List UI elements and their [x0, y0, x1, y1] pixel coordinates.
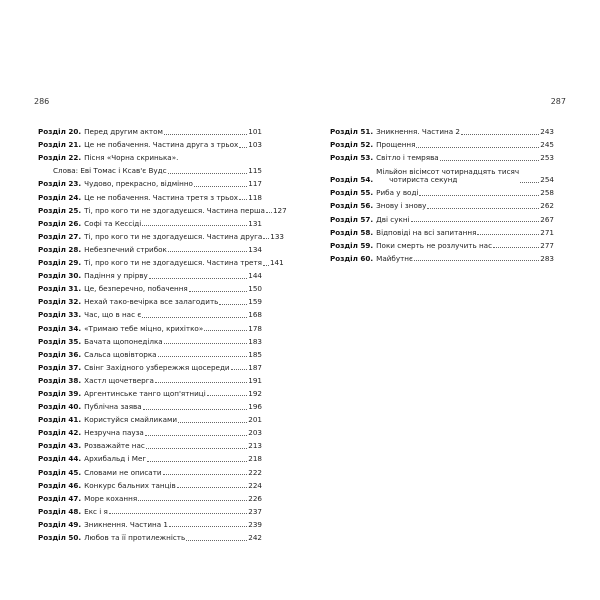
toc-entry — [38, 267, 262, 280]
chapter-number: Розділ 41. — [38, 415, 82, 425]
page-ref: 271 — [540, 227, 554, 237]
page-ref: 103 — [248, 140, 262, 150]
toc-entry — [330, 197, 554, 210]
chapter-title: Нехай тако-вечірка все залагодить — [84, 297, 219, 307]
page-ref: 118 — [248, 192, 262, 202]
chapter-number: Розділ 39. — [38, 388, 82, 398]
dot-leader — [146, 448, 247, 449]
page-ref: 245 — [540, 140, 554, 150]
chapter-title: Це не побачення. Частина друга з трьох — [84, 140, 239, 150]
chapter-title: Зникнення. Частина 1 — [84, 519, 168, 529]
page-ref: 192 — [248, 388, 262, 398]
chapter-title — [376, 168, 519, 184]
chapter-title: Час, що в нас є — [84, 310, 142, 320]
page-ref: 222 — [248, 467, 262, 477]
dot-leader — [263, 238, 269, 239]
table-of-contents — [38, 123, 287, 542]
dot-leader — [177, 487, 248, 488]
page-ref: 141 — [269, 258, 284, 268]
page-ref: 159 — [248, 297, 262, 307]
page-ref: 185 — [248, 349, 262, 359]
chapter-number: Розділ 55. — [330, 188, 374, 198]
chapter-number: Розділ 20. — [38, 127, 82, 137]
page-ref: 144 — [248, 271, 262, 281]
chapter-number: Розділ 43. — [38, 441, 82, 451]
dot-leader — [427, 208, 539, 209]
dot-leader — [416, 147, 539, 148]
toc-entry — [38, 228, 284, 241]
toc-entry — [38, 254, 284, 268]
dot-leader — [186, 540, 247, 541]
toc-entry — [38, 437, 262, 450]
dot-leader — [411, 221, 540, 222]
chapter-title: Ті, про кого ти не здогадуєшся. Частина третя — [84, 258, 262, 268]
dot-leader — [147, 461, 247, 462]
chapter-number: Розділ 23. — [38, 179, 82, 189]
dot-leader — [239, 147, 247, 148]
toc-entry — [330, 123, 554, 136]
chapter-title: Екс і я — [84, 506, 108, 516]
page-ref: 283 — [540, 253, 554, 263]
chapter-title: Аргентинське танго щоп'ятниці — [84, 388, 206, 398]
toc-entry — [38, 385, 262, 398]
page-ref: 237 — [248, 506, 262, 516]
toc-entry — [330, 149, 554, 162]
page-ref: 191 — [248, 375, 262, 385]
dot-leader — [145, 435, 247, 436]
toc-entry — [38, 149, 262, 162]
dot-leader — [155, 382, 247, 383]
page-ref: 267 — [540, 214, 554, 224]
chapter-number: Розділ 40. — [38, 402, 82, 412]
page-ref: 226 — [248, 493, 262, 503]
chapter-title: Прощення — [376, 140, 416, 150]
chapter-number: Розділ 21. — [38, 140, 82, 150]
page-ref: 213 — [248, 441, 262, 451]
page-ref: 242 — [248, 533, 262, 542]
page-ref: 168 — [248, 310, 262, 320]
page-ref: 178 — [248, 323, 262, 333]
toc-entry — [38, 293, 262, 306]
dot-leader — [169, 526, 247, 527]
chapter-number: Розділ 30. — [38, 271, 82, 281]
dot-leader — [219, 304, 247, 305]
toc-entry — [330, 224, 554, 237]
toc-entry — [38, 346, 262, 359]
chapter-number: Розділ 22. — [38, 153, 82, 163]
toc-entry — [38, 411, 262, 424]
chapter-title: Це, безперечно, побачення — [84, 284, 188, 294]
page-ref: 239 — [248, 519, 262, 529]
page-ref: 183 — [248, 336, 262, 346]
chapter-number: Розділ 38. — [38, 375, 82, 385]
chapter-title: Користуйся смайликами — [84, 415, 178, 425]
chapter-number: Розділ 47. — [38, 493, 82, 503]
dot-leader — [194, 186, 247, 187]
chapter-title: Бачата щопонеділка — [84, 336, 163, 346]
chapter-number: Розділ 48. — [38, 506, 82, 516]
page-ref: 115 — [248, 166, 262, 176]
page-ref: 254 — [540, 175, 554, 185]
dot-leader — [168, 173, 248, 174]
toc-entry — [38, 333, 262, 346]
dot-leader — [164, 343, 248, 344]
chapter-title: Ті, про кого ти не здогадуєшся. Частина перша — [84, 205, 265, 215]
chapter-number: Розділ 51. — [330, 127, 374, 137]
dot-leader — [207, 395, 248, 396]
chapter-title: Падіння у прірву — [84, 271, 148, 281]
chapter-number: Розділ 49. — [38, 519, 82, 529]
page-ref: 187 — [248, 362, 262, 372]
chapter-number: Розділ 36. — [38, 349, 82, 359]
page-ref: 127 — [272, 205, 287, 215]
chapter-number: Розділ 42. — [38, 428, 82, 438]
toc-entry — [38, 202, 287, 215]
chapter-title: Словами не описати — [84, 467, 162, 477]
chapter-number: Розділ 52. — [330, 140, 374, 150]
chapter-number: Розділ 54. — [330, 175, 374, 185]
page-ref: 203 — [248, 428, 262, 438]
chapter-number: Розділ 33. — [38, 310, 82, 320]
dot-leader — [493, 247, 539, 248]
chapter-title: Конкурс бальних танців — [84, 480, 176, 490]
toc-entry — [38, 162, 262, 175]
dot-leader — [163, 474, 248, 475]
dot-leader — [138, 500, 247, 501]
chapter-number: Розділ 31. — [38, 284, 82, 294]
toc-entry — [38, 490, 262, 503]
toc-entry — [38, 477, 262, 490]
chapter-number: Розділ 34. — [38, 323, 82, 333]
toc-entry — [38, 398, 262, 411]
chapter-title: Розважайте нас — [84, 441, 145, 451]
page-ref: 201 — [248, 415, 262, 425]
chapter-title: «Тримаю тебе міцно, крихітко» — [84, 323, 204, 333]
chapter-number: Розділ 50. — [38, 533, 82, 542]
chapter-title: Софі та Кессіді — [84, 218, 142, 228]
page-ref: 253 — [540, 153, 554, 163]
chapter-number: Розділ 44. — [38, 454, 82, 464]
toc-entry — [330, 136, 554, 149]
chapter-number: Розділ 45. — [38, 467, 82, 477]
chapter-title: Дві сукні — [376, 214, 410, 224]
dot-leader — [168, 251, 247, 252]
dot-leader — [231, 369, 248, 370]
chapter-number: Розділ 24. — [38, 192, 82, 202]
chapter-number: Розділ 53. — [330, 153, 374, 163]
dot-leader — [520, 182, 539, 183]
toc-entry — [38, 516, 262, 529]
toc-entry — [38, 306, 262, 319]
toc-entry — [330, 250, 554, 263]
toc-entry — [330, 162, 554, 184]
toc-entry — [330, 184, 554, 197]
chapter-number: Розділ 60. — [330, 253, 374, 263]
chapter-title: Пісня «Чорна скринька». — [84, 153, 179, 163]
right-page — [300, 0, 600, 600]
toc-entry — [38, 280, 262, 293]
chapter-number: Розділ 56. — [330, 201, 374, 211]
dot-leader — [263, 265, 269, 266]
page-number: 286 — [34, 97, 50, 106]
toc-entry — [38, 529, 262, 542]
page-number: 287 — [550, 97, 566, 106]
toc-entry — [330, 210, 554, 223]
chapter-title: Сальса щовівторка — [84, 349, 157, 359]
page-ref: 224 — [248, 480, 262, 490]
toc-entry — [38, 123, 262, 136]
chapter-title: Чудово, прекрасно, відмінно — [84, 179, 193, 189]
chapter-title-line-1: Мільйон вісімсот чотирнадцять тисяч — [376, 167, 520, 177]
chapter-title-line-2: чотириста секунд — [389, 175, 458, 185]
dot-leader — [239, 199, 247, 200]
chapter-number: Розділ 58. — [330, 227, 374, 237]
dot-leader — [461, 134, 539, 135]
chapter-number: Розділ 37. — [38, 362, 82, 372]
chapter-number: Розділ 29. — [38, 258, 82, 268]
toc-entry — [38, 241, 262, 254]
chapter-title: Ті, про кого ти не здогадуєшся. Частина друга — [84, 231, 263, 241]
page-ref: 258 — [540, 188, 554, 198]
table-of-contents — [330, 123, 554, 263]
chapter-number: Розділ 35. — [38, 336, 82, 346]
dot-leader — [266, 212, 272, 213]
chapter-title: Риба у воді — [376, 188, 419, 198]
chapter-title: Свінг Західного узбережжя щосереди — [84, 362, 230, 372]
dot-leader — [419, 195, 539, 196]
page-ref: 150 — [248, 284, 262, 294]
chapter-title: Любов та її протилежність — [84, 533, 186, 542]
dot-leader — [440, 160, 540, 161]
dot-leader — [189, 291, 248, 292]
page-ref: 133 — [270, 231, 284, 241]
page-ref: 101 — [248, 127, 262, 137]
dot-leader — [204, 330, 247, 331]
chapter-title: Це не побачення. Частина третя з трьох — [84, 192, 238, 202]
chapter-number: Розділ 32. — [38, 297, 82, 307]
toc-entry — [38, 175, 262, 188]
page-ref: 131 — [248, 218, 262, 228]
toc-entry — [38, 463, 262, 476]
toc-entry — [38, 188, 262, 201]
chapter-title: Небезпечний стрибок — [84, 244, 167, 254]
toc-entry — [38, 215, 262, 228]
chapter-number: Розділ 57. — [330, 214, 374, 224]
dot-leader — [109, 513, 247, 514]
toc-entry — [38, 319, 262, 332]
toc-entry — [38, 372, 262, 385]
page-ref: 117 — [248, 179, 262, 189]
dot-leader — [143, 409, 248, 410]
toc-entry — [38, 450, 262, 463]
chapter-number: Розділ 27. — [38, 231, 82, 241]
chapter-title: Світло і темрява — [376, 153, 439, 163]
chapter-title: Незручна пауза — [84, 428, 144, 438]
chapter-title: Майбутнє — [376, 253, 413, 263]
dot-leader — [142, 317, 247, 318]
toc-entry — [38, 136, 262, 149]
chapter-title: Зникнення. Частина 2 — [376, 127, 460, 137]
page-ref: 277 — [540, 240, 554, 250]
chapter-number: Розділ 28. — [38, 244, 82, 254]
chapter-number: Розділ 25. — [38, 205, 82, 215]
dot-leader — [477, 234, 539, 235]
toc-entry — [38, 424, 262, 437]
chapter-title: Хастл щочетверга — [84, 375, 154, 385]
chapter-title: Відповіді на всі запитання — [376, 227, 477, 237]
toc-entry — [38, 359, 262, 372]
chapter-title: Знову і знову — [376, 201, 427, 211]
dot-leader — [164, 134, 247, 135]
chapter-title: Слова: Еві Томас і Ксав'є Вудс — [53, 166, 167, 176]
chapter-title: Перед другим актом — [84, 127, 163, 137]
dot-leader — [158, 356, 248, 357]
chapter-title: Публічна заява — [84, 402, 142, 412]
toc-entry — [38, 503, 262, 516]
page-ref: 218 — [248, 454, 262, 464]
chapter-title: Архибальд і Мег — [84, 454, 147, 464]
page-ref: 134 — [248, 244, 262, 254]
dot-leader — [178, 422, 247, 423]
dot-leader — [142, 225, 247, 226]
toc-entry — [330, 237, 554, 250]
page-ref: 243 — [540, 127, 554, 137]
chapter-number: Розділ 46. — [38, 480, 82, 490]
chapter-title: Море кохання — [84, 493, 138, 503]
dot-leader — [149, 278, 247, 279]
chapter-number: Розділ 26. — [38, 218, 82, 228]
dot-leader — [414, 260, 539, 261]
chapter-title: Поки смерть не розлучить нас — [376, 240, 493, 250]
page-ref: 262 — [540, 201, 554, 211]
page-ref: 196 — [248, 402, 262, 412]
chapter-number: Розділ 59. — [330, 240, 374, 250]
